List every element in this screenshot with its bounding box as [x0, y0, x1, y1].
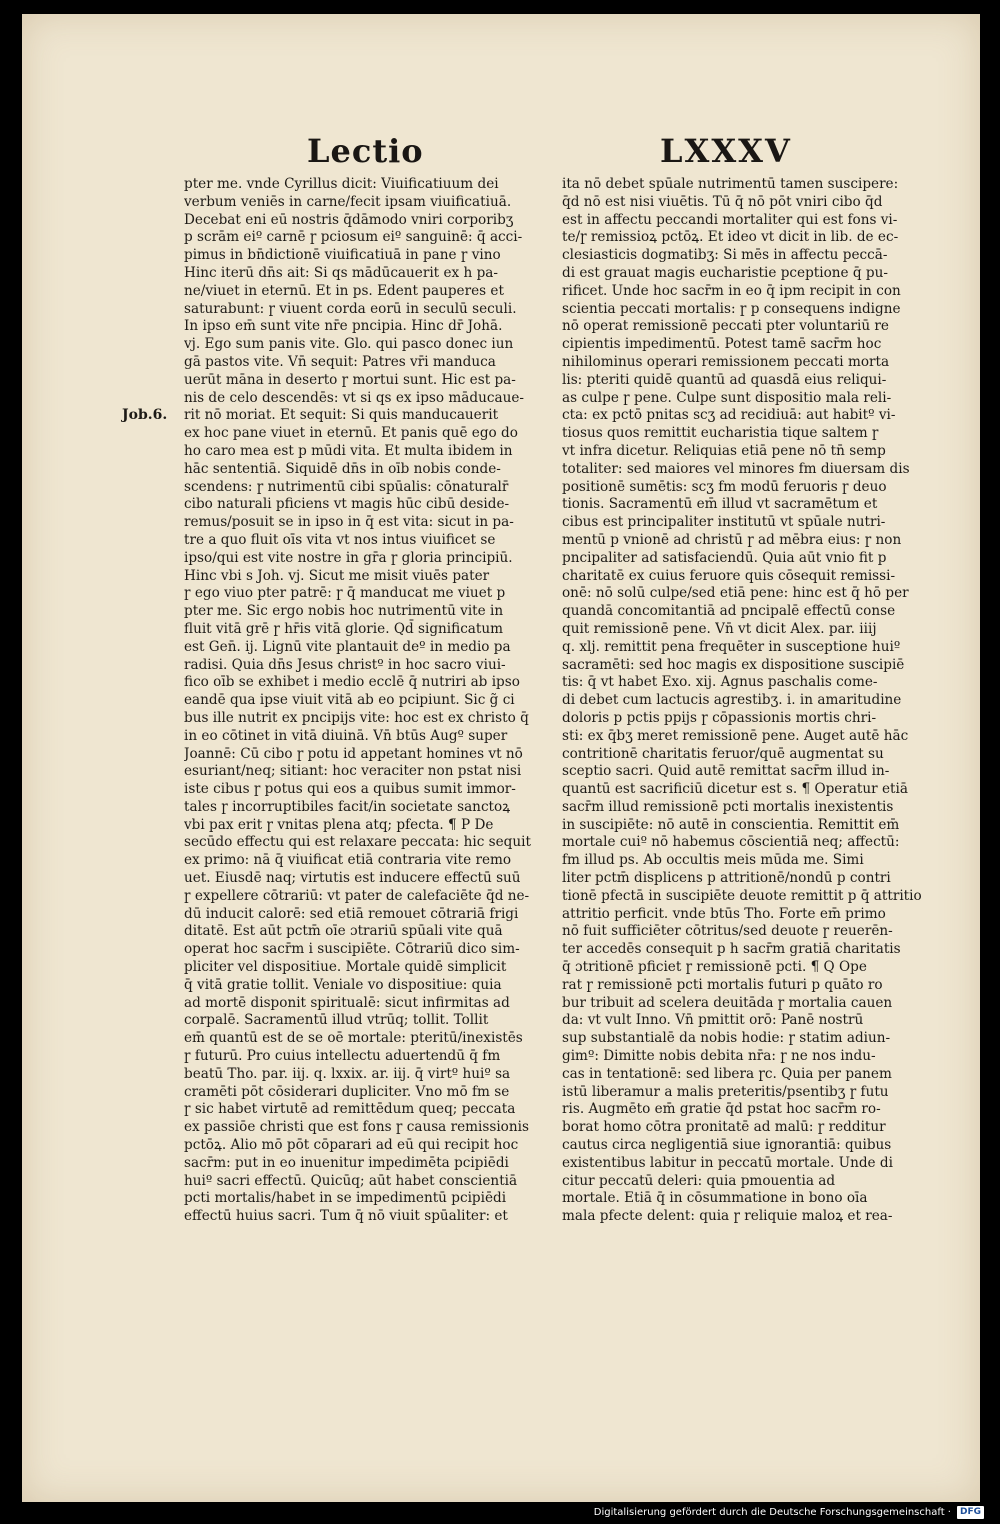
text-line: cramēti pōt cōsiderari dupliciter. Vno mō fm se	[184, 1083, 510, 1100]
text-line: ex primo: nā q̄ viuificat etiā contraria vite remo	[184, 852, 512, 869]
text-line: mortale cuiº nō habemus cōscientiā neq; affectū:	[562, 834, 900, 851]
text-line: iste cibus ɼ potus qui eos a quibus sumit immor-	[184, 781, 516, 798]
text-line: ris. Augmēto em̄ gratie q̄d pstat hoc sacr̄m ro-	[562, 1101, 881, 1118]
text-line: tionē pfectā in suscipiēte deuote remittit p q̄ attritio	[562, 887, 922, 904]
text-line: quit remissionē pene. Vn̄ vt dicit Alex. par. iiij	[562, 620, 877, 637]
text-line: pter me. vnde Cyrillus dicit: Viuificatiuum dei	[184, 176, 499, 192]
margin-note: Job.6.	[122, 407, 168, 423]
text-line: liter pctm̄ displicens p attritionē/nondū p contri	[562, 870, 891, 887]
text-line: nō operat remissionē peccati pter voluntariū re	[562, 318, 889, 335]
text-line: rificet. Unde hoc sacr̄m in eo q̄ ipm recipit in con	[562, 282, 901, 299]
right-text-column	[562, 176, 942, 1226]
text-line: ɼ sic habet virtutē ad remittēdum queq; peccata	[184, 1101, 516, 1118]
text-line: sti: ex q̄bʒ meret remissionē pene. Auget autē hāc	[562, 727, 909, 744]
text-line: fm illud ps. Ab occultis meis mūda me. Simi	[562, 852, 864, 869]
left-text-column	[184, 176, 544, 1226]
footer-credit	[594, 1504, 984, 1520]
text-line: ɼ expellere cōtrariū: vt pater de calefaciēte q̄d ne-	[184, 887, 530, 904]
text-line: pimus in bn̄dictionē viuificatiuā in pane ɼ vino	[184, 247, 501, 264]
dfg-logo: DFG	[957, 1506, 984, 1519]
text-line: em̄ quantū est de se oē mortale: pteritū/inexistēs	[184, 1030, 523, 1047]
text-line: cibus est principaliter institutū vt spūale nutri-	[562, 514, 886, 531]
text-line: tionis. Sacramentū em̄ illud vt sacramētum et	[562, 496, 878, 513]
text-line: in eo cōtinet in vitā diuinā. Vn̄ btūs Augº super	[184, 727, 508, 744]
text-line: quantū est sacrificiū dicetur est s. ¶ Operatur etiā	[562, 781, 908, 798]
text-line: effectū huius sacri. Tum q̄ nō viuit spūaliter: et	[184, 1208, 508, 1225]
text-line: sacr̄m illud remissionē pcti mortalis inexistentis	[562, 798, 894, 815]
page-header	[22, 132, 980, 176]
text-line: saturabunt: ɼ viuent corda eorū in seculū seculi.	[184, 300, 517, 317]
text-line: ex hoc pane viuet in eternū. Et panis quē ego do	[184, 425, 518, 442]
text-line: Hinc vbi s Joh. vj. Sicut me misit viuēs pater	[184, 567, 490, 584]
text-line: ne/viuet in eternū. Et in ps. Edent pauperes et	[184, 282, 504, 299]
text-line: di debet cum lactucis agrestibʒ. i. in amaritudine	[562, 692, 902, 709]
text-line: dū inducit calorē: sed etiā remouet cōtrariā frigi	[184, 905, 519, 922]
text-line: positionē sumētis: scʒ fm modū feruoris ɼ deuo	[562, 478, 887, 495]
text-line: rat ɼ remissionē pcti mortalis futuri p quāto ro	[562, 976, 883, 993]
text-line: mentū p vnionē ad christū ɼ ad mēbra eius: ɼ non	[562, 531, 902, 548]
text-line: borat homo cōtra pronitatē ad malū: ɼ redditur	[562, 1119, 886, 1136]
text-line: istū liberamur a malis preteritis/psentibʒ ɼ futu	[562, 1083, 889, 1100]
text-line: q̄ vitā gratie tollit. Veniale vo dispositiue: quia	[184, 976, 502, 993]
text-line: uerūt māna in deserto ɼ mortui sunt. Hic est pa-	[184, 371, 516, 388]
text-line: nis de celo descendēs: vt si qs ex ipso māducaue-	[184, 389, 524, 406]
text-line: Hinc iterū dn̄s ait: Si qs mādūcauerit ex h pa-	[184, 264, 498, 281]
text-line: contritionē charitatis feruor/quē augmentat su	[562, 745, 884, 762]
text-line: gimº: Dimitte nobis debita nr̄a: ɼ ne nos indu-	[562, 1048, 876, 1065]
running-head-left: Lectio	[307, 132, 424, 170]
text-line: verbum veniēs in carne/fecit ipsam viuificatiuā.	[184, 193, 512, 210]
text-line: attritio perficit. vnde btūs Tho. Forte em̄ primo	[562, 905, 886, 922]
text-line: in suscipiēte: nō autē in conscientia. Remittit em̄	[562, 816, 900, 833]
text-line: pcti mortalis/habet in se impedimentū pcipiēdi	[184, 1190, 507, 1207]
text-line: q. xlj. remittit pena frequēter in susceptione huiº	[562, 638, 901, 655]
text-line: q̄d nō est nisi viuētis. Tū q̄ nō pōt vniri cibo q̄d	[562, 193, 883, 210]
text-line: sacr̄m: put in eo inuenitur impedimēta pcipiēdi	[184, 1154, 509, 1171]
text-line: pctōꝝ. Alio mō pōt cōparari ad eū qui recipit hoc	[184, 1137, 519, 1154]
text-line: fluit vitā grē ɼ hr̄is vitā glorie. Qd̄ significatum	[184, 620, 504, 637]
text-line: mortale. Etiā q̄ in cōsummatione in bono oīa	[562, 1190, 868, 1207]
text-line: ita nō debet spūale nutrimentū tamen suscipere:	[562, 176, 899, 192]
text-line: as culpe ɼ pene. Culpe sunt dispositio mala reli-	[562, 389, 892, 406]
text-line: huiº sacri effectū. Quicūq; aūt habet conscientiā	[184, 1172, 518, 1189]
text-line: hāc sententiā. Siquidē dn̄s in oīb nobis conde-	[184, 460, 501, 477]
text-line: cipientis impedimentū. Potest tamē sacr̄m hoc	[562, 336, 882, 353]
text-line: onē: nō solū culpe/sed etiā pene: hinc est q̄ hō per	[562, 585, 909, 602]
text-line: ɼ futurū. Pro cuius intellectu aduertendū q̄ fm	[184, 1048, 501, 1065]
text-line: ex passiōe christi que est fons ɼ causa remissionis	[184, 1119, 529, 1136]
text-line: radisi. Quia dn̄s Jesus christº in hoc sacro viui-	[184, 656, 506, 673]
text-line: scientia peccati mortalis: ɼ p consequens indigne	[562, 300, 901, 317]
text-line: Decebat eni eū nostris q̄dāmodo vniri corporibʒ	[184, 211, 514, 228]
text-line: pter me. Sic ergo nobis hoc nutrimentū vite in	[184, 603, 504, 620]
text-line: quandā concomitantiā ad pncipalē effectū conse	[562, 603, 896, 620]
text-line: remus/posuit se in ipso in q̄ est vita: sicut in pa-	[184, 514, 514, 531]
text-line: pncipaliter ad satisfaciendū. Quia aūt vnio fit p	[562, 549, 887, 566]
text-line: cta: ex pctō pnitas scʒ ad recidiuā: aut habitº vi-	[562, 407, 896, 424]
text-line: lis: pteriti quidē quantū ad quasdā eius reliqui-	[562, 371, 887, 388]
text-line: nō fuit sufficiēter cōtritus/sed deuote ɼ reuerēn-	[562, 923, 893, 940]
text-line: bus ille nutrit ex pncipijs vite: hoc est ex christo q̄	[184, 709, 529, 726]
text-line: bur tribuit ad scelera deuitāda ɼ mortalia cauen	[562, 994, 893, 1011]
text-line: mala pfecte delent: quia ɼ reliquie maloꝝ et rea-	[562, 1208, 893, 1225]
text-line: clesiasticis dogmatibʒ: Si mēs in affectu peccā-	[562, 247, 888, 264]
text-line: ter accedēs consequit p h sacr̄m gratiā charitatis	[562, 941, 901, 958]
text-line: di est grauat magis eucharistie pceptione q̄ pu-	[562, 264, 888, 281]
text-line: charitatē ex cuius feruore quis cōsequit remissi-	[562, 567, 896, 584]
text-line: cas in tentationē: sed libera ɼc. Quia per panem	[562, 1065, 892, 1082]
text-line: q̄ ɔtritionē pficiet ɼ remissionē pcti. ¶ Q Ope	[562, 959, 867, 976]
text-line: secūdo effectu qui est relaxare peccata: hic sequit	[184, 834, 531, 851]
text-line: In ipso em̄ sunt vite nr̄e pncipia. Hinc dr̄ Johā.	[184, 318, 503, 335]
text-line: tales ɼ incorruptibiles facit/in societate sanctoꝝ	[184, 798, 511, 815]
text-line: sceptio sacri. Quid autē remittat sacr̄m illud in-	[562, 763, 890, 780]
book-page	[22, 14, 980, 1502]
text-line: ipso/qui est vite nostre in gr̄a ɼ gloria principiū.	[184, 549, 513, 566]
text-line: pliciter vel dispositiue. Mortale quidē simplicit	[184, 959, 507, 976]
text-line: da: vt vult Inno. Vn̄ pmittit orō: Panē nostrū	[562, 1012, 864, 1029]
text-line: scendens: ɼ nutrimentū cibi spūalis: cōnaturalr̄	[184, 478, 509, 495]
text-line: ditatē. Est aūt pctm̄ oīe ɔtrariū spūali vite quā	[184, 923, 503, 940]
text-line: vj. Ego sum panis vite. Glo. qui pasco donec iun	[184, 336, 514, 353]
text-line: rit nō moriat. Et sequit: Si quis manducauerit	[184, 407, 499, 424]
text-line: vbi pax erit ɼ vnitas plena atq; pfecta. ¶ P De	[184, 816, 494, 833]
text-line: ho caro mea est p mūdi vita. Et multa ibidem in	[184, 442, 513, 459]
text-line: te/ɼ remissioꝝ pctōꝝ. Et ideo vt dicit in lib. de ec-	[562, 229, 899, 246]
text-line: Joannē: Cū cibo ɼ potu id appetant homines vt nō	[184, 745, 523, 762]
text-line: sup substantialē da nobis hodie: ɼ statim adiun-	[562, 1030, 891, 1047]
text-line: doloris p pctis ppijs ɼ cōpassionis mortis chri-	[562, 709, 877, 726]
text-line: sacramēti: sed hoc magis ex dispositione suscipiē	[562, 656, 905, 673]
text-line: ɼ ego viuo pter patrē: ɼ q̄ manducat me viuet p	[184, 585, 506, 602]
text-line: esuriant/neq; sitiant: hoc veraciter non pstat nisi	[184, 763, 522, 780]
text-line: fico oīb se exhibet i medio ecclē q̄ nutriri ab ipso	[184, 674, 520, 691]
text-line: eandē qua ipse viuit vitā ab eo pcipiunt. Sic g̃ ci	[184, 692, 515, 709]
text-line: uet. Eiusdē naq; virtutis est inducere effectū suū	[184, 870, 521, 887]
footer-text: Digitalisierung gefördert durch die Deutsche Forschungsgemeinschaft ·	[593, 1506, 951, 1518]
text-line: vt infra dicetur. Reliquias etiā pene nō tn̄ semp	[562, 442, 886, 459]
text-line: existentibus labitur in peccatū mortale. Unde di	[562, 1154, 893, 1171]
text-line: nihilominus operari remissionem peccati morta	[562, 353, 890, 370]
text-line: corpalē. Sacramentū illud vtrūq; tollit. Tollit	[184, 1012, 489, 1029]
text-line: operat hoc sacr̄m i suscipiēte. Cōtrariū dico sim-	[184, 941, 520, 958]
text-line: cibo naturali pficiens vt magis hūc cibū deside-	[184, 496, 510, 513]
text-line: citur peccatū deleri: quia pmouentia ad	[562, 1172, 836, 1189]
text-line: est in affectu peccandi mortaliter qui est fons vi-	[562, 211, 898, 228]
text-line: cautus circa negligentiā siue ignorantiā: quibus	[562, 1137, 892, 1154]
text-line: ad mortē disponit spiritualē: sicut infirmitas ad	[184, 994, 510, 1011]
text-line: beatū Tho. par. iij. q. lxxix. ar. iij. q̄ virtº huiº sa	[184, 1065, 511, 1082]
text-line: tre a quo fluit oīs vita vt nos intus viuificet se	[184, 531, 496, 548]
running-head-folio: LXXXV	[660, 132, 792, 170]
text-line: totaliter: sed maiores vel minores fm diuersam dis	[562, 460, 910, 477]
text-line: gā pastos vite. Vn̄ sequit: Patres vr̄i manduca	[184, 353, 496, 370]
text-line: est Gen̄. ij. Lignū vite plantauit deº in medio pa	[184, 638, 511, 655]
text-line: p scrām eiº carnē ɼ pciosum eiº sanguinē: q̄ acci-	[184, 229, 523, 246]
text-line: tiosus quos remittit eucharistia tique saltem ɼ	[562, 425, 879, 442]
text-line: tis: q̄ vt habet Exo. xij. Agnus paschalis come-	[562, 674, 878, 691]
